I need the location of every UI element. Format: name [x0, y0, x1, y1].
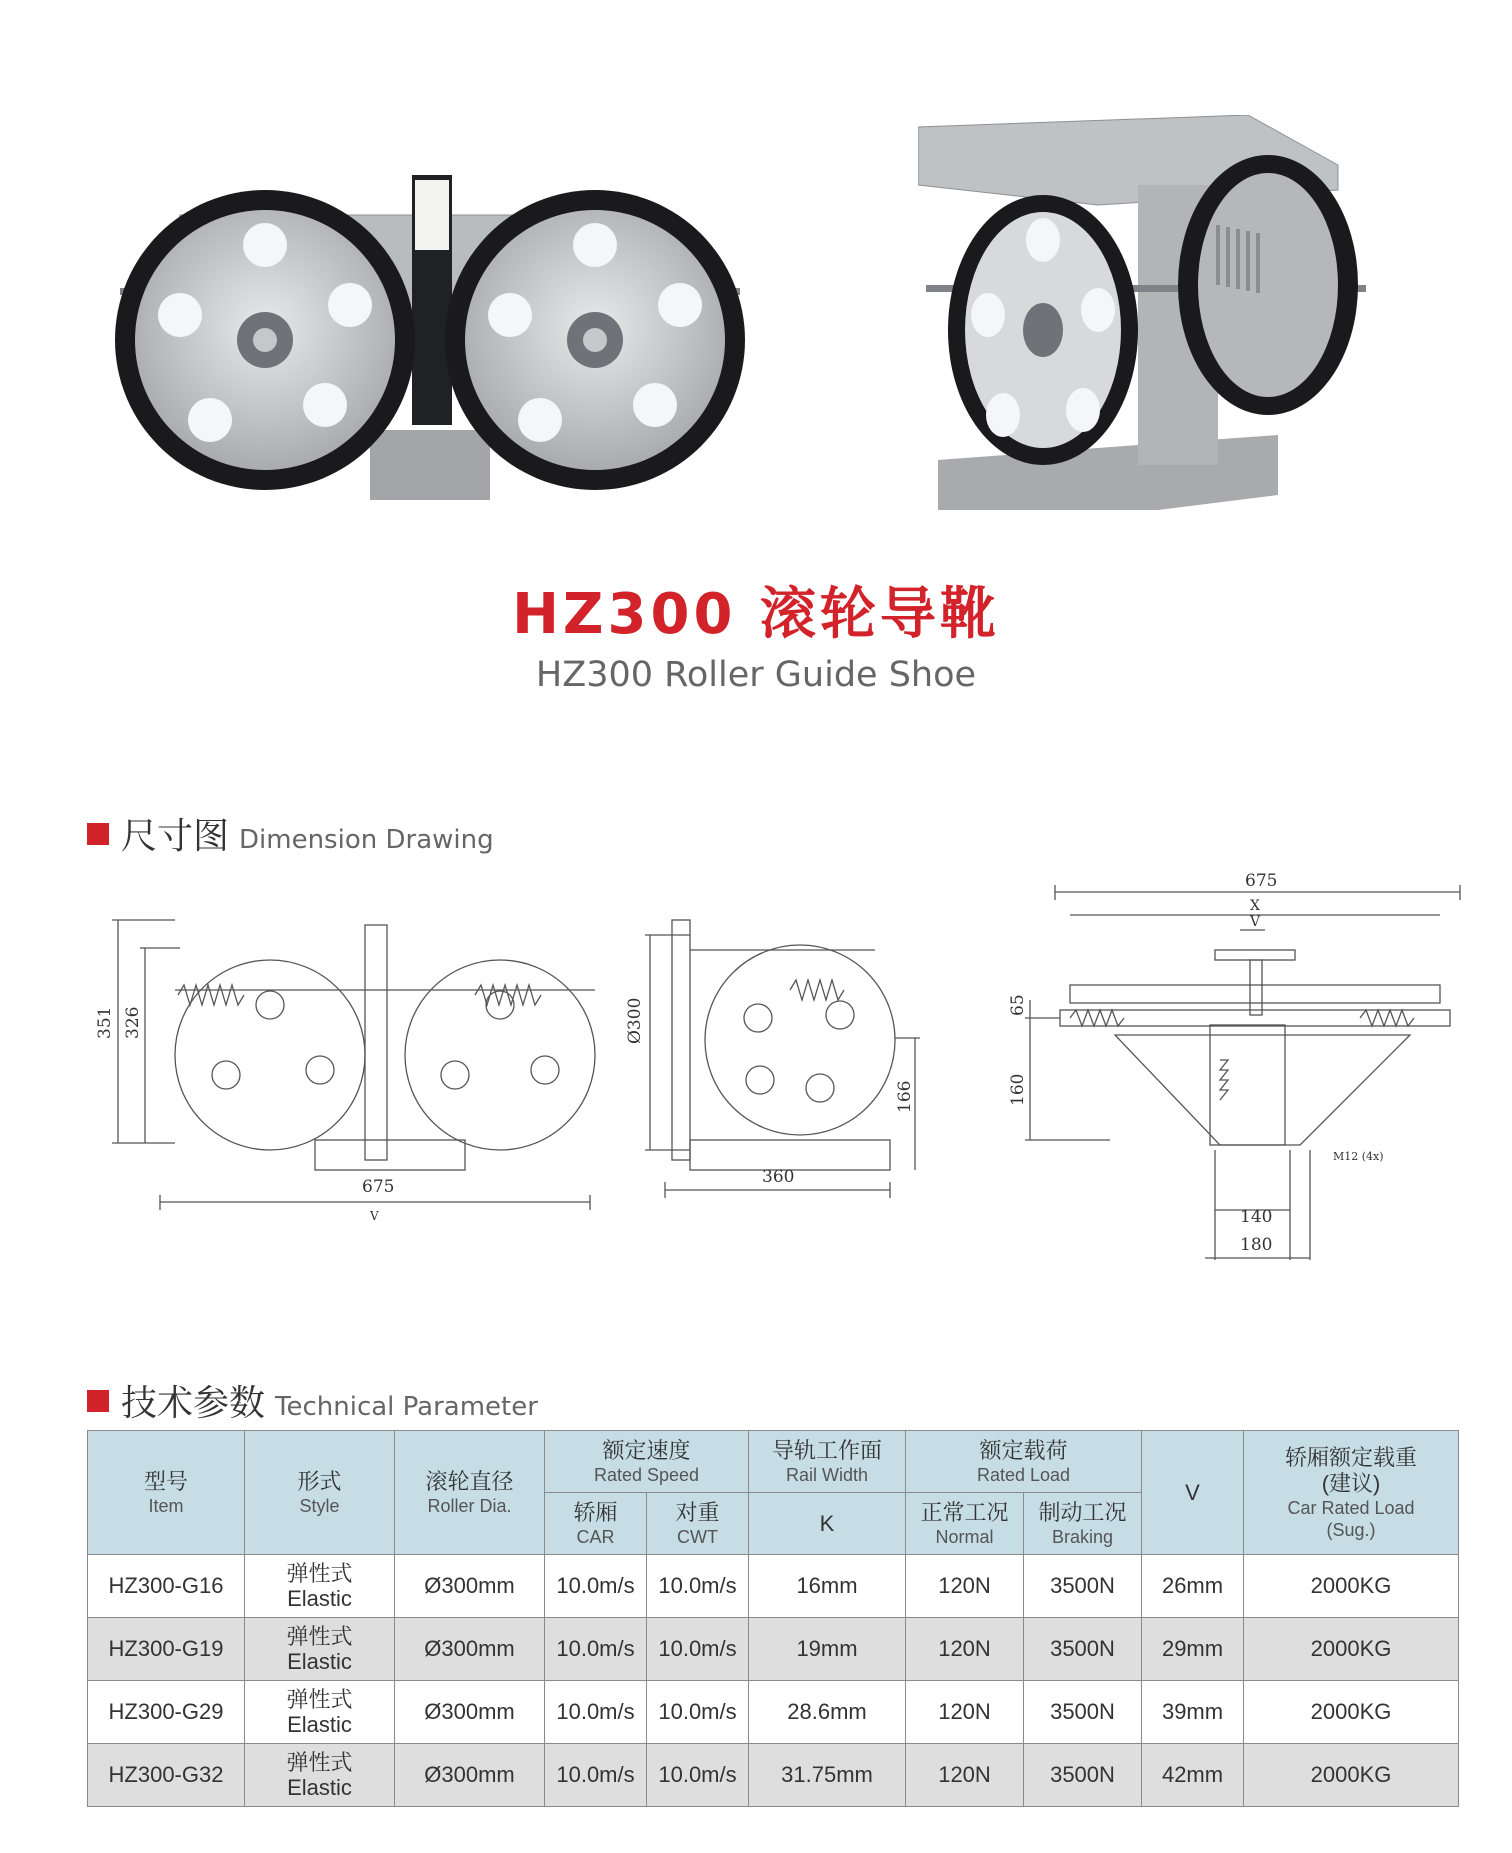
product-photo-side	[918, 115, 1388, 515]
header-braking: 制动工况 Braking	[1024, 1493, 1142, 1555]
header-item: 型号 Item	[88, 1431, 245, 1555]
header-rail-width: 导轨工作面 Rail Width	[749, 1431, 906, 1493]
cell-v: 42mm	[1142, 1744, 1244, 1807]
cell-item: HZ300-G29	[88, 1681, 245, 1744]
header-k: K	[749, 1493, 906, 1555]
cell-cwt: 10.0m/s	[647, 1681, 749, 1744]
cell-style: 弹性式 Elastic	[245, 1744, 395, 1807]
cell-car: 10.0m/s	[545, 1618, 647, 1681]
cell-style: 弹性式 Elastic	[245, 1555, 395, 1618]
drawing-top-view	[1025, 885, 1460, 1260]
dim-label: 140	[1240, 1207, 1273, 1227]
dim-label: 180	[1240, 1235, 1273, 1255]
cell-v: 26mm	[1142, 1555, 1244, 1618]
cell-k: 16mm	[749, 1555, 906, 1618]
cell-k: 31.75mm	[749, 1744, 906, 1807]
header-rated-speed: 额定速度 Rated Speed	[545, 1431, 749, 1493]
cell-item: HZ300-G19	[88, 1618, 245, 1681]
section-title-en: Dimension Drawing	[239, 825, 494, 855]
cell-cwt: 10.0m/s	[647, 1618, 749, 1681]
cell-normal: 120N	[906, 1618, 1024, 1681]
dimension-drawings	[0, 860, 1512, 1294]
cell-braking: 3500N	[1024, 1681, 1142, 1744]
cell-normal: 120N	[906, 1744, 1024, 1807]
dim-label: Ø300	[625, 997, 645, 1044]
header-rated-load: 额定载荷 Rated Load	[906, 1431, 1142, 1493]
section-title-cn: 尺寸图	[121, 816, 230, 857]
cell-car: 10.0m/s	[545, 1744, 647, 1807]
cell-v: 29mm	[1142, 1618, 1244, 1681]
section-title-cn: 技术参数	[121, 1383, 266, 1424]
section-marker	[87, 823, 109, 845]
dim-label: 675	[1245, 871, 1278, 891]
drawing-side-view	[645, 920, 920, 1198]
cell-dia: Ø300mm	[395, 1555, 545, 1618]
dim-label: V	[370, 1209, 379, 1223]
table-row	[88, 1681, 1459, 1744]
product-title-cn: HZ300 滚轮导靴	[512, 582, 1000, 647]
header-car: 轿厢 CAR	[545, 1493, 647, 1555]
header-roller-dia: 滚轮直径 Roller Dia.	[395, 1431, 545, 1555]
dim-label: 351	[95, 1006, 115, 1039]
header-normal: 正常工况 Normal	[906, 1493, 1024, 1555]
table-row	[88, 1744, 1459, 1807]
technical-parameter-table	[87, 1430, 1459, 1807]
cell-load: 2000KG	[1244, 1555, 1459, 1618]
cell-v: 39mm	[1142, 1681, 1244, 1744]
cell-car: 10.0m/s	[545, 1681, 647, 1744]
header-cwt: 对重 CWT	[647, 1493, 749, 1555]
dim-label: M12 (4x)	[1333, 1150, 1384, 1163]
dim-label: 166	[895, 1080, 915, 1113]
cell-item: HZ300-G16	[88, 1555, 245, 1618]
cell-cwt: 10.0m/s	[647, 1555, 749, 1618]
cell-load: 2000KG	[1244, 1681, 1459, 1744]
cell-dia: Ø300mm	[395, 1681, 545, 1744]
cell-load: 2000KG	[1244, 1618, 1459, 1681]
drawing-front-view	[112, 920, 595, 1210]
table-row	[88, 1618, 1459, 1681]
header-style: 形式 Style	[245, 1431, 395, 1555]
product-title-en: HZ300 Roller Guide Shoe	[535, 655, 977, 695]
cell-normal: 120N	[906, 1555, 1024, 1618]
cell-load: 2000KG	[1244, 1744, 1459, 1807]
dim-label: X	[1250, 898, 1260, 914]
cell-k: 28.6mm	[749, 1681, 906, 1744]
dim-label: 675	[362, 1177, 395, 1197]
dim-label: 326	[123, 1006, 143, 1039]
cell-style: 弹性式 Elastic	[245, 1681, 395, 1744]
cell-cwt: 10.0m/s	[647, 1744, 749, 1807]
section-title-en: Technical Parameter	[275, 1392, 538, 1422]
cell-normal: 120N	[906, 1681, 1024, 1744]
cell-dia: Ø300mm	[395, 1618, 545, 1681]
cell-item: HZ300-G32	[88, 1744, 245, 1807]
dim-label: 360	[762, 1167, 795, 1187]
cell-braking: 3500N	[1024, 1744, 1142, 1807]
header-car-rated-load: 轿厢额定载重 (建议) Car Rated Load (Sug.)	[1244, 1431, 1459, 1555]
cell-k: 19mm	[749, 1618, 906, 1681]
dim-label: 160	[1008, 1073, 1028, 1106]
cell-braking: 3500N	[1024, 1555, 1142, 1618]
cell-car: 10.0m/s	[545, 1555, 647, 1618]
header-v: V	[1142, 1431, 1244, 1555]
cell-dia: Ø300mm	[395, 1744, 545, 1807]
section-header-technical	[87, 1375, 538, 1426]
dim-label: 65	[1008, 994, 1028, 1016]
cell-braking: 3500N	[1024, 1618, 1142, 1681]
table-row	[88, 1555, 1459, 1618]
section-marker	[87, 1390, 109, 1412]
product-photo-front	[115, 100, 745, 510]
section-header-dimension	[87, 808, 494, 859]
cell-style: 弹性式 Elastic	[245, 1618, 395, 1681]
dim-label: V	[1250, 914, 1261, 930]
